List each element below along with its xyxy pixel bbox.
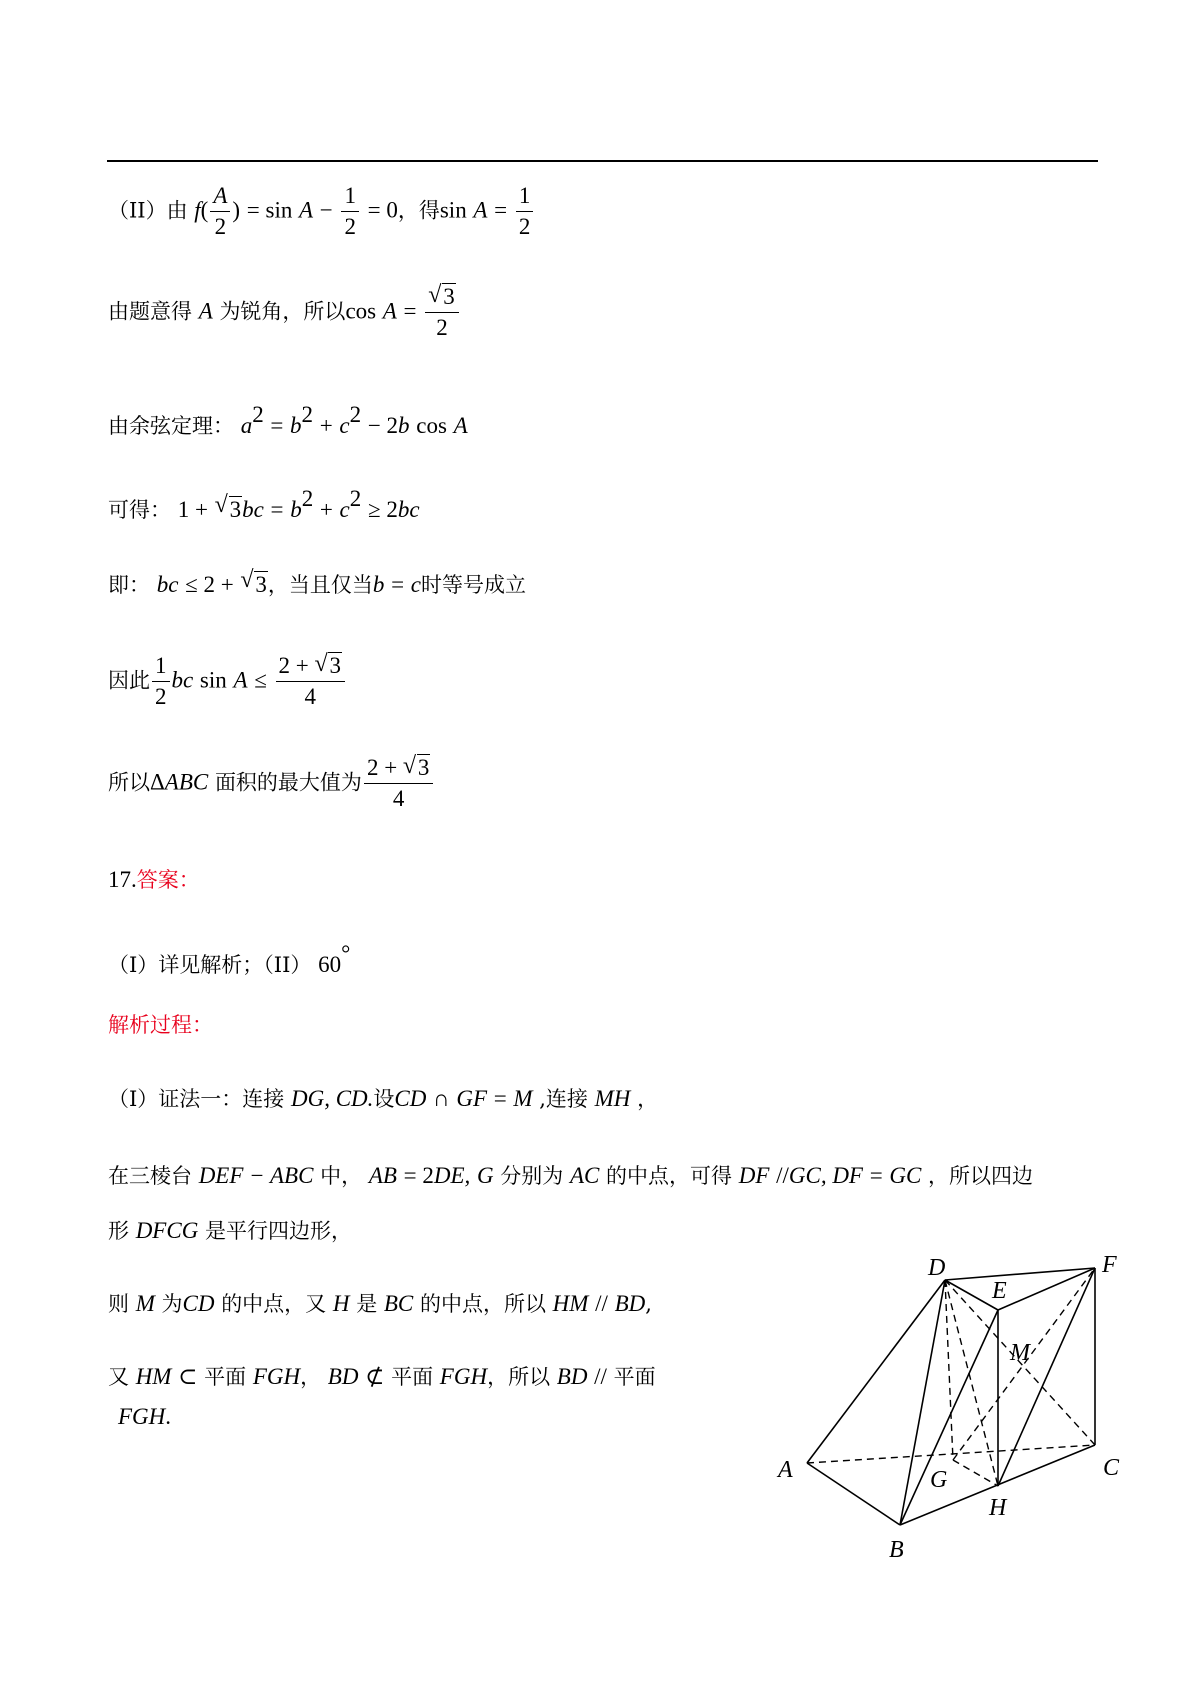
proof-line-1: （I）证法一：连接 DG, CD.设CD ∩ GF = M ,连接 MH ， [108,1086,659,1111]
max-area-pre: 所以 [108,770,150,795]
label-g: G [930,1467,948,1493]
cosine-law-line: 由余弦定理： $a^2 = b^2 + c^2 - 2b$ cos A [108,402,468,438]
proof-line-4: 则 M 为CD 的中点，又 H 是 BC 的中点，所以 HM // BD, [108,1291,652,1316]
proof-line-5: 又 HM ⊂ 平面 FGH， BD ⊄ 平面 FGH，所以 BD // 平面 [108,1364,656,1389]
part2-line [108,182,535,242]
edge-gh-dashed [953,1460,998,1486]
label-a: A [778,1457,793,1483]
proof-line-6: FGH. [118,1404,172,1429]
label-b: B [889,1537,904,1563]
fraction-one-half: $\frac{1}{2}$ [152,652,170,712]
var-a: A [473,197,488,223]
edge-ad [807,1280,945,1463]
sin-word: sin [439,197,467,223]
analysis-heading [108,1015,213,1036]
ineq-pre: 即： [108,573,150,597]
fraction-2-plus-root3-over-4: 2 + √ 3 4 [276,652,345,712]
equals-sign: = [494,197,508,223]
fraction-one-half: $\frac{1}{2}$ [516,182,534,242]
label-h: H [989,1495,1007,1521]
area-pre: 因此 [108,668,150,693]
edge-ab [807,1463,900,1525]
paren-right: ) [232,197,241,223]
answer-label: 答案： [136,868,200,892]
paren-left: ( [200,197,209,223]
label-m: M [1010,1340,1030,1366]
edge-eb [900,1310,998,1525]
equals-zero: = 0 [367,197,398,223]
area-line: 因此 $\frac{1}{2}$ bc sin A ≤ 2 + √ 3 4 [108,652,347,712]
fraction-root3-over-2: √ 3 2 [425,283,459,343]
part2-label: （II）由 [108,198,188,223]
acute-pre: 由题意得 [108,299,192,324]
label-e: E [992,1278,1007,1304]
ineq-line: 即： bc ≤ 2 + √ 3，当且仅当b = c时等号成立 [108,567,526,597]
derive-pre: 可得： [108,498,171,522]
frustum-figure [760,1250,1120,1570]
fraction-one-half: $\frac{1}{2}$ [341,182,359,242]
edge-ac-dashed [807,1445,1095,1463]
eq-sin: = sin [246,197,293,223]
analysis-label: 解析过程： [108,1013,213,1037]
proof-line-2: 在三棱台 DEF − ABC 中， AB = 2DE, G 分别为 AC 的中点，可得 DF //GC, DF = GC ，所以四边 [108,1163,1033,1188]
label-f: F [1102,1252,1117,1278]
sqrt-3: √ 3 [214,492,242,522]
proof-line-3: 形 DFCG 是平行四边形， [108,1218,352,1243]
acute-line [108,283,461,343]
answer-line: （I）详见解析；（II） 60° [108,941,351,977]
label-d: D [928,1255,946,1281]
edge-fh [998,1268,1095,1486]
q17-heading [108,868,200,891]
var-a: A [198,298,213,324]
cos-word: cos [345,298,377,324]
header-rule [107,160,1098,162]
equals-sign: = [403,298,417,324]
cosine-law-pre: 由余弦定理： [108,414,234,438]
var-a: A [382,298,397,324]
separator-text: ，得 [397,198,440,223]
max-area-line: 所以ΔABC 面积的最大值为 2 + √ 3 4 [108,754,435,814]
var-a: A [299,197,314,223]
sqrt-3: √ 3 [240,567,267,597]
question-number: 17. [108,867,137,892]
minus-sign: − [319,197,333,223]
edge-de [945,1280,998,1310]
func-f: f [194,197,201,223]
derive-line: 可得： 1 + √ $3bc = b^2 + c^2 \ge 2bc$ [108,486,420,522]
label-c: C [1103,1455,1120,1481]
edge-dh-dashed [945,1280,998,1486]
fraction-a-over-2: $\frac{A}{2}$ [210,182,230,242]
fraction-2-plus-root3-over-4: 2 + √ 3 4 [364,754,433,814]
acute-mid: 为锐角，所以 [219,299,346,324]
